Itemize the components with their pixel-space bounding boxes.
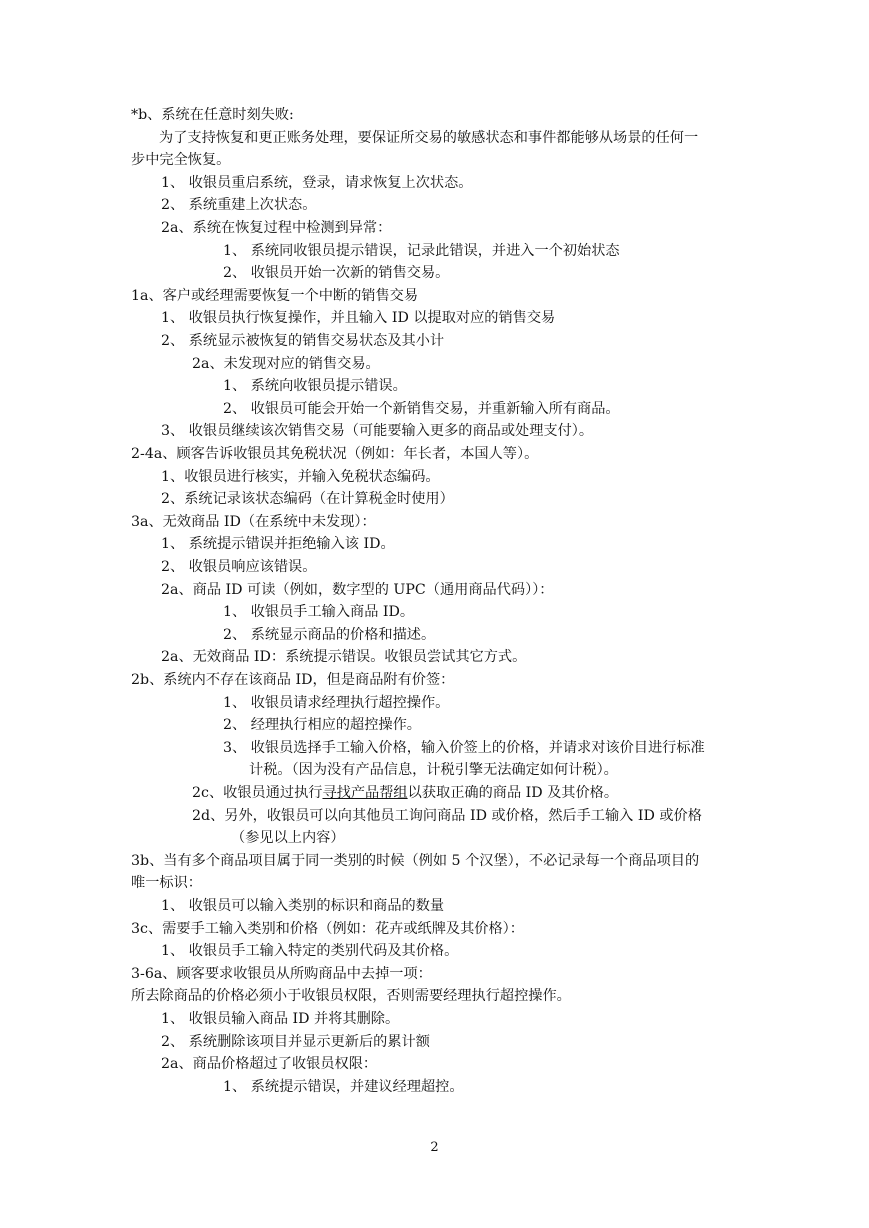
text-line: 2、 收银员响应该错误。 [161,559,317,575]
text-segment: 以获取正确的商品 ID 及其价格。 [407,785,619,801]
text-line: 2、 经理执行相应的超控操作。 [223,717,421,734]
text-line: 步中完全恢复。 [131,152,231,169]
text-line: 2a、商品价格超过了收银员权限： [161,1056,378,1073]
page-number: 2 [430,1140,439,1155]
text-line: 2、 系统重建上次状态。 [161,197,317,214]
text-line: 1、 收银员重启系统，登录，请求恢复上次状态。 [161,174,473,191]
text-line: 2a、未发现对应的销售交易。 [192,355,380,372]
text-line: 1、 收银员手工输入商品 ID。 [223,604,415,621]
text-line: 2、 收银员可能会开始一个新销售交易，并重新输入所有商品。 [223,400,620,417]
text-line: 3c、需要手工输入类别和价格（例如：花卉或纸牌及其价格）： [131,920,524,937]
text-line [192,782,618,805]
text-line: 计税。（因为没有产品信息，计税引擎无法确定如何计税）。 [249,762,618,779]
text-line: 1、 收银员手工输入特定的类别代码及其价格。 [161,943,459,960]
text-line: 3-6a、顾客要求收银员从所购商品中去掉一项： [131,965,432,982]
text-line: 3、 收银员选择手工输入价格，输入价签上的价格，并请求对该价目进行标准 [223,739,705,756]
text-line: 2、系统记录该状态编码（在计算税金时使用） [161,491,454,508]
text-line: 1a、客户或经理需要恢复一个中断的销售交易 [131,287,419,304]
text-line: 1、 系统同收银员提示错误，记录此错误，并进入一个初始状态 [223,242,620,259]
text-line: 2、 系统显示商品的价格和描述。 [223,626,436,643]
text-line: 唯一标识： [131,875,202,892]
text-line: （参见以上内容） [231,830,345,847]
text-line: 2a、系统在恢复过程中检测到异常： [161,220,392,236]
text-line: 1、 收银员可以输入类别的标识和商品的数量 [161,898,445,914]
text-line: 2-4a、顾客告诉收银员其免税状况（例如：年长者，本国人等）。 [131,446,539,462]
text-line: 3、 收银员继续该次销售交易（可能要输入更多的商品或处理支付）。 [161,423,594,440]
text-line: 为了支持恢复和更正账务处理，要保证所交易的敏感状态和事件都能够从场景的任何一 [159,129,699,146]
text-line: 1、 收银员输入商品 ID 并将其删除。 [161,1011,400,1027]
text-line: 2a、商品 ID 可读（例如，数字型的 UPC（通用商品代码））： [161,581,554,598]
text-line: 1、收银员进行核实，并输入免税状态编码。 [161,468,440,485]
text-line: 1、 系统向收银员提示错误。 [223,378,407,395]
text-line: *b、系统在任意时刻失败: [131,107,294,123]
use-case-link[interactable]: 寻找产品帮组 [322,785,408,801]
text-line: 1、 系统提示错误并拒绝输入该 ID。 [161,536,395,553]
text-line: 2、 收银员开始一次新的销售交易。 [223,265,450,282]
text-line: 所去除商品的价格必须小于收银员权限，否则需要经理执行超控操作。 [131,988,571,1005]
text-segment: 2c、收银员通过执行 [192,785,323,801]
text-line: 2d、另外，收银员可以向其他员工询问商品 ID 或价格，然后手工输入 ID 或价格 [192,807,702,824]
text-line: 2b、系统内不存在该商品 ID，但是商品附有价签： [131,672,455,688]
text-line: 1、 系统提示错误，并建议经理超控。 [223,1078,464,1095]
text-line: 3b、当有多个商品项目属于同一类别的时候（例如 5 个汉堡），不必记录每一个商品项目的 [131,852,700,869]
text-line: 3a、无效商品 ID（在系统中未发现）： [131,513,376,530]
text-line: 2、 系统显示被恢复的销售交易状态及其小计 [161,333,445,349]
text-line: 1、 收银员请求经理执行超控操作。 [223,694,450,711]
text-line: 1、 收银员执行恢复操作，并且输入 ID 以提取对应的销售交易 [161,310,556,327]
text-line: 2a、无效商品 ID：系统提示错误。收银员尝试其它方式。 [161,649,527,666]
text-line: 2、 系统删除该项目并显示更新后的累计额 [161,1033,430,1050]
